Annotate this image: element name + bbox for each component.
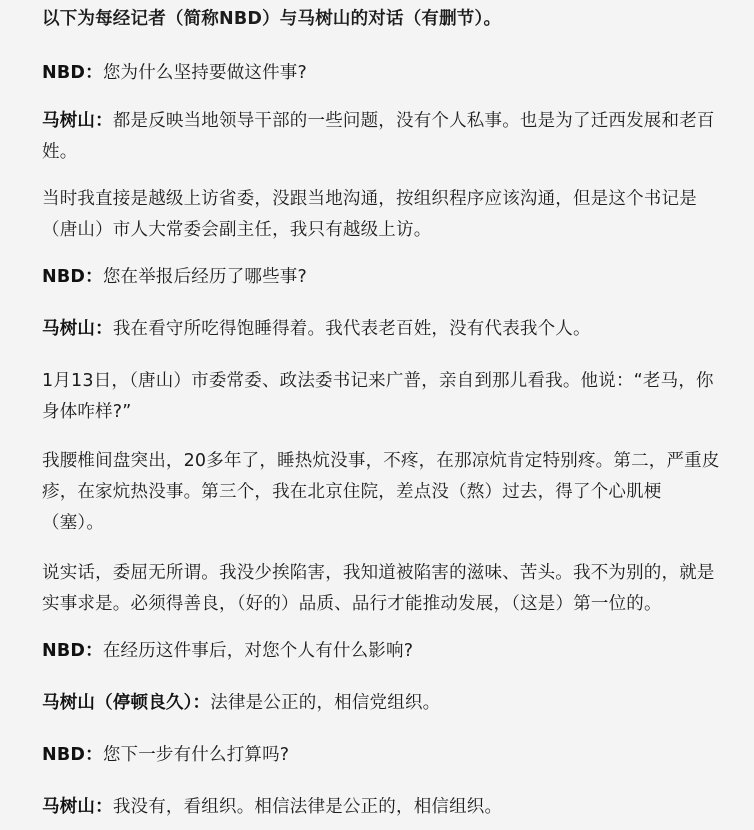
paragraph-text: 法律是公正的，相信党组织。 [210, 693, 441, 713]
paragraph-text: 在经历这件事后，对您个人有什么影响? [102, 641, 414, 661]
paragraph-text: 我腰椎间盘突出，20多年了，睡热炕没事，不疼，在那凉炕肯定特别疼。第二，严重皮疹，在家炕热没事。第三个，我在北京住院，差点没（熬）过去，得了个心肌梗（塞）。 [42, 451, 720, 533]
speaker-label: NBD： [42, 641, 103, 661]
speaker-label: NBD： [42, 745, 103, 765]
speaker-label: NBD： [42, 267, 103, 287]
paragraph-text: 都是反映当地领导干部的一些问题，没有个人私事。也是为了迁西发展和老百姓。 [42, 111, 715, 162]
intro-heading: 以下为每经记者（简称NBD）与马树山的对话（有删节）。 [42, 9, 502, 29]
paragraph-text: 您下一步有什么打算吗? [102, 745, 290, 765]
speaker-label: 马树山： [42, 111, 113, 131]
dialogue-paragraph [42, 636, 722, 667]
dialogue-paragraph [42, 58, 722, 89]
paragraph-text: 说实话，委屈无所谓。我没少挨陷害，我知道被陷害的滋味、苦头。我不为别的，就是实事求是。必须得善良，（好的）品质、品行才能推动发展，（这是）第一位的。 [42, 563, 715, 614]
dialogue-paragraph [42, 446, 722, 539]
paragraph-text: 您为什么坚持要做这件事? [102, 63, 307, 83]
speaker-label: 马树山（停顿良久）： [42, 693, 211, 713]
dialogue-paragraph [42, 366, 722, 428]
dialogue-paragraph [42, 184, 722, 246]
dialogue-paragraph [42, 558, 722, 620]
dialogue-paragraph [42, 262, 722, 293]
speaker-label: NBD： [42, 63, 103, 83]
paragraph-text: 当时我直接是越级上访省委，没跟当地沟通，按组织程序应该沟通，但是这个书记是（唐山）市人大常委会副主任，我只有越级上访。 [42, 189, 697, 240]
dialogue-paragraph [42, 314, 722, 345]
paragraph-text: 1月13日，（唐山）市委常委、政法委书记来广普，亲自到那儿看我。他说：“老马，你身体咋样?” [42, 371, 714, 422]
dialogue-paragraph [42, 740, 722, 771]
paragraph-text: 我在看守所吃得饱睡得着。我代表老百姓，没有代表我个人。 [112, 319, 591, 339]
dialogue-paragraph [42, 792, 722, 823]
paragraph-text: 我没有，看组织。相信法律是公正的，相信组织。 [112, 797, 503, 817]
speaker-label: 马树山： [42, 319, 113, 339]
paragraph-text: 您在举报后经历了哪些事? [102, 267, 307, 287]
dialogue-paragraph [42, 106, 722, 168]
dialogue-paragraph [42, 688, 722, 719]
speaker-label: 马树山： [42, 797, 113, 817]
